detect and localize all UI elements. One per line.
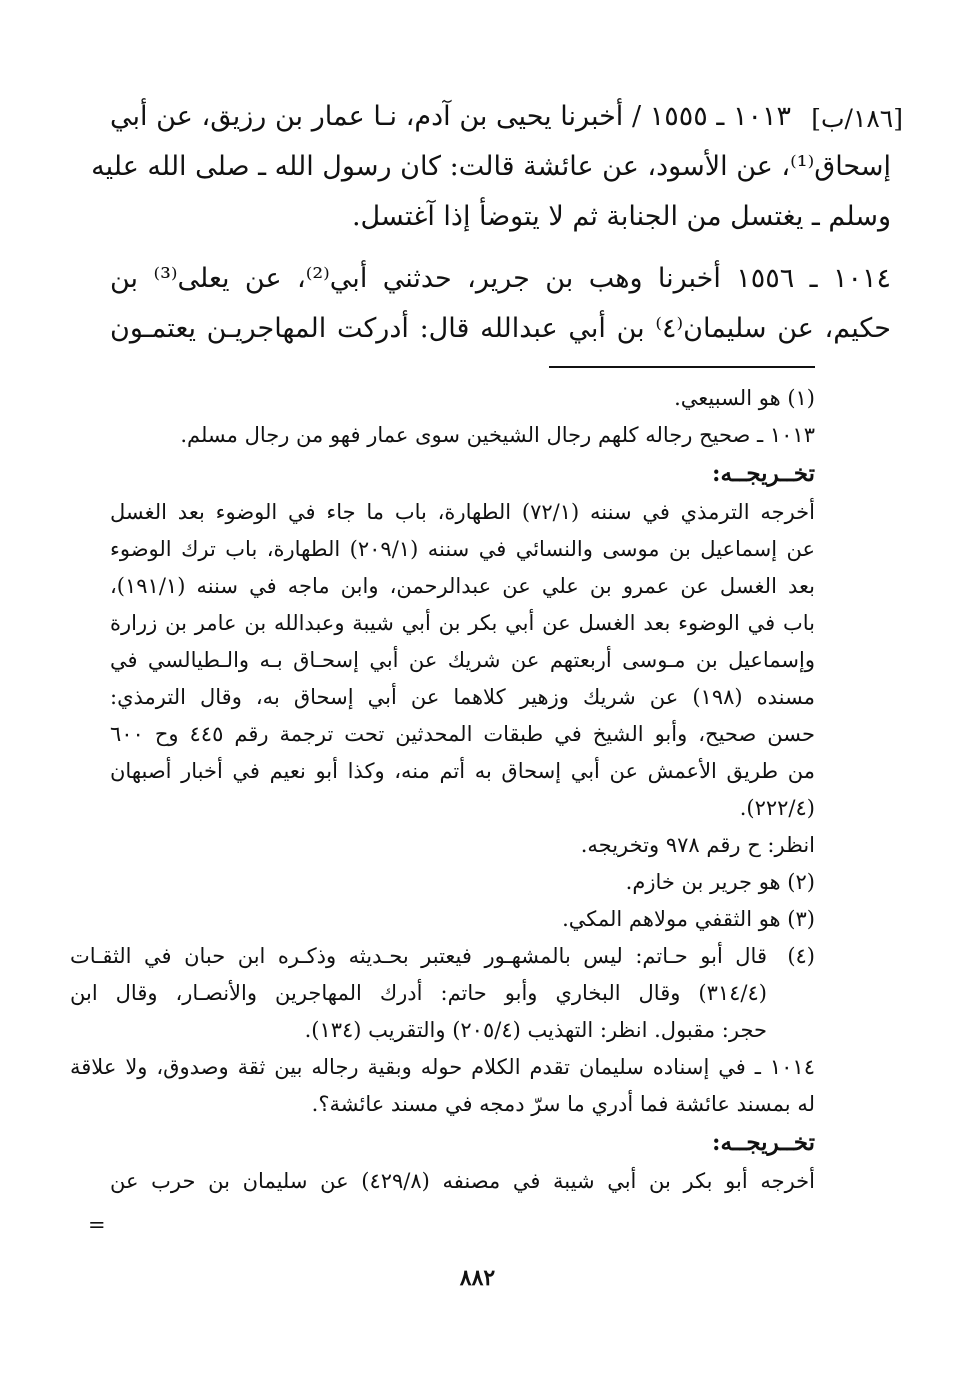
takhrij-1-line-6: مسنده (١٩٨) عن شريك وزهير كلاهما عن أبي إسحاق به، وقال الترمذي: [110, 685, 815, 709]
hadith-1556-line-1: ١٠١٤ ـ ١٥٥٦ أخبرنا وهب بن جرير، حدثني أبي⁽²⁾، عن يعلى⁽³⁾ بن [110, 263, 891, 294]
footnote-3: (٣) هو الثقفي مولاهم المكي. [562, 907, 815, 931]
page-number: ٨٨٢ [459, 1265, 496, 1291]
footnotes [70, 380, 816, 1200]
footnote-4-line-3: حجر: مقبول. انظر: التهذيب (٢٠٥/٤) والتقريب (١٣٤). [304, 1018, 767, 1042]
commentary-1014-line-1: ١٠١٤ ـ في إسناده سليمان تقدم الكلام حوله وبقية رجاله بين ثقة وصدوق، ولا علاقة [70, 1055, 815, 1079]
footnote-separator [549, 366, 815, 368]
commentary-1013: ١٠١٣ ـ صحيح رجاله كلهم رجال الشيخين سوى عمار فهو من رجال مسلم. [180, 423, 815, 447]
takhrij-1-line-8: من طريق الأعمش عن أبي إسحاق به أتم منه، وكذا أبو نعيم في أخبار أصبهان [110, 759, 815, 783]
see-also: انظر: ح رقم ٩٧٨ وتخريجه. [580, 833, 815, 857]
footnote-4-body [70, 938, 767, 1049]
continuation-mark: = [88, 1213, 106, 1237]
folio-reference: [١٨٦/ب] [811, 104, 903, 133]
footnote-4-line-1: قال أبو حـاتم: ليس بالمشهـور فيعتبر بحـديثه وذكـره ابن حبان في الثقـات [70, 944, 767, 968]
takhrij-1-line-9: (٢٢٢/٤). [739, 796, 815, 820]
takhrij-1-line-7: حسن صحيح، وأبو الشيخ في طبقات المحدثين تحت ترجمة رقم ٤٤٥ وح ٦٠٠ [110, 722, 815, 746]
footnote-4-line-2: (٣١٤/٤) وقال البخاري وأبو حاتم: أدرك المهاجرين والأنصـار، وقال ابن [70, 981, 767, 1005]
main-text [91, 92, 891, 354]
footnote-4-number: (٤) [787, 944, 815, 968]
footnote-1: (١) هو السبيعي. [674, 386, 815, 410]
hadith-1555-line-3: وسلم ـ يغتسل من الجنابة ثم لا يتوضأ إذا آغتسل. [351, 201, 891, 232]
hadith-1555-line-2: إسحاق⁽¹⁾، عن الأسود، عن عائشة قالت: كان رسول الله ـ صلى الله عليه [91, 151, 891, 182]
takhrij-1-line-3: بعد الغسل عن عمرو بن علي عن عبدالرحمن، وابن ماجه في سننه (١٩١/١)، [110, 574, 815, 598]
takhrij-1-line-5: وإسماعيل بن مـوسى أربعتهم عن شريك عن أبي إسحـاق بـه والـطيالسي في [110, 648, 815, 672]
takhrij-heading-2: تخــريجــه: [712, 1129, 815, 1156]
hadith-1555-line-1: ١٠١٣ ـ ١٥٥٥ / أخبرنا يحيى بن آدم، نـا عمار بن رزيق، عن أبي [110, 101, 791, 132]
takhrij-heading-1: تخــريجــه: [712, 460, 815, 487]
footnote-4 [70, 938, 815, 1049]
hadith-1556-line-2: حكيم، عن سليمان⁽٤⁾ بن أبي عبدالله قال: أدركت المهاجريـن يعتمـون [110, 313, 891, 344]
takhrij-1-line-1: أخرجه الترمذي في سننه (٧٢/١) الطهارة، باب ما جاء في الوضوء بعد الغسل [110, 500, 815, 524]
takhrij-1-line-2: عن إسماعيل بن موسى والنسائي في سننه (٢٠٩/١) الطهارة، باب ترك الوضوء [110, 537, 816, 561]
takhrij-1-line-4: باب في الوضوء بعد الغسل عن أبي بكر بن أبي شيبة وعبدالله بن عامر بن زرارة [110, 611, 816, 635]
takhrij-2-line-1: أخرجه أبو بكر بن أبي شيبة في مصنفه (٤٢٩/٨) عن سليمان بن حرب عن [110, 1169, 815, 1193]
commentary-1014-line-2: له بمسند عائشة فما أدري ما سرّ دمجه في مسند عائشة؟. [311, 1092, 815, 1116]
footnote-2: (٢) هو جرير بن خازم. [625, 870, 815, 894]
